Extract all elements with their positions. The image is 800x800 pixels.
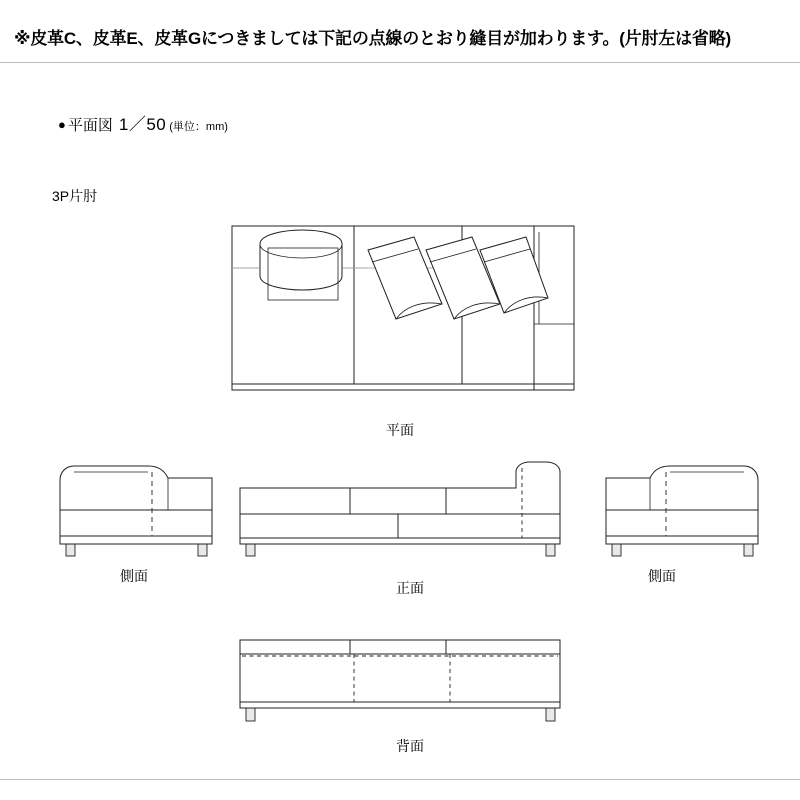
plan-view-drawing: [228, 220, 588, 405]
caption-plan: 平面: [386, 422, 414, 438]
front-view-drawing: [236, 448, 584, 558]
caption-side-right: 側面: [648, 568, 676, 584]
model-label: 3P片肘: [52, 188, 98, 204]
section-scale: 1／50: [118, 115, 167, 134]
back-view-drawing: [236, 608, 584, 723]
note-text: ※皮革C、皮革E、皮革Gにつきましては下記の点線のとおり縫目が加わります。(片肘左は省略): [14, 29, 731, 48]
divider-bottom: [0, 779, 800, 780]
side-left-view-drawing: [52, 448, 220, 558]
caption-side-left: 側面: [120, 568, 148, 584]
divider-top: [0, 62, 800, 63]
side-right-view-drawing: [598, 448, 766, 558]
caption-back: 背面: [396, 738, 424, 754]
section-unit: (単位：mm): [169, 121, 228, 133]
bullet-icon: ●: [58, 117, 66, 132]
section-title: 平面図: [67, 117, 113, 134]
section-heading: [58, 110, 228, 135]
caption-front: 正面: [396, 580, 424, 596]
